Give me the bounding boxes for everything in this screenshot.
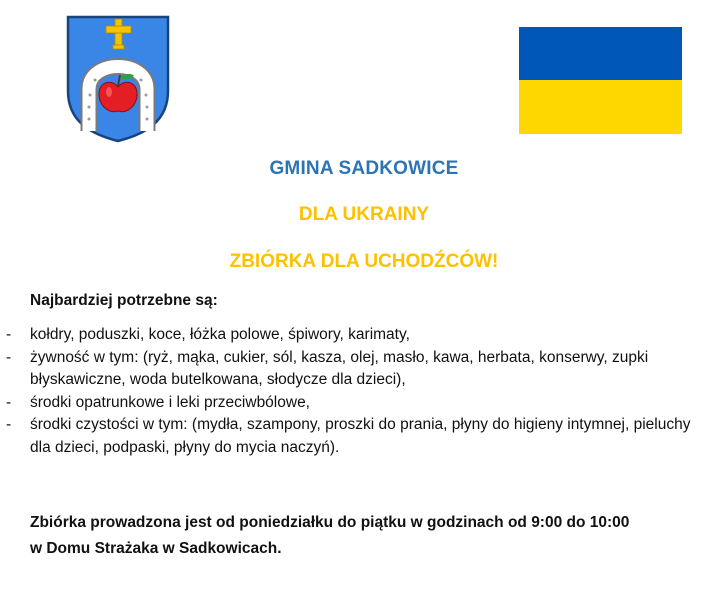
list-item	[0, 324, 702, 347]
needs-list	[0, 324, 702, 459]
needs-lead: Najbardziej potrzebne są:	[30, 292, 218, 309]
page-title: GMINA SADKOWICE	[269, 158, 459, 179]
list-item	[0, 414, 702, 459]
headline: ZBIÓRKA DLA UCHODŹCÓW!	[229, 251, 499, 272]
collection-hours: Zbiórka prowadzona jest od poniedziałku do piątku w godzinach od 9:00 do 10:00	[30, 514, 630, 531]
flag-blue-stripe	[519, 27, 682, 80]
coat-of-arms	[66, 15, 170, 143]
list-item-text: środki opatrunkowe i leki przeciwbólowe,	[30, 393, 310, 411]
list-item	[0, 392, 702, 415]
collection-info	[30, 510, 629, 562]
subtitle: DLA UKRAINY	[298, 204, 430, 225]
flag-yellow-stripe	[519, 80, 682, 134]
list-bullet: -	[6, 393, 12, 411]
list-item	[0, 347, 702, 392]
collection-location: w Domu Strażaka w Sadkowicach.	[30, 540, 282, 557]
list-bullet: -	[6, 348, 12, 366]
list-item-text: środki czystości w tym: (mydła, szampony, proszki do prania, płyny do higieny intymnej, pieluchy dla dzieci, podpaski, płyny do mycia naczyń).	[30, 416, 691, 456]
ukraine-flag	[519, 27, 682, 134]
list-bullet: -	[6, 416, 12, 433]
list-bullet: -	[6, 326, 12, 343]
coat-of-arms-icon	[66, 15, 170, 143]
list-item-text: kołdry, poduszki, koce, łóżka polowe, śpiwory, karimaty,	[30, 326, 410, 343]
list-item-text: żywność w tym: (ryż, mąka, cukier, sól, kasza, olej, masło, kawa, herbata, konserwy, zupki błyskawiczne, woda butelkowana, słodycze dla dzieci),	[30, 348, 649, 388]
